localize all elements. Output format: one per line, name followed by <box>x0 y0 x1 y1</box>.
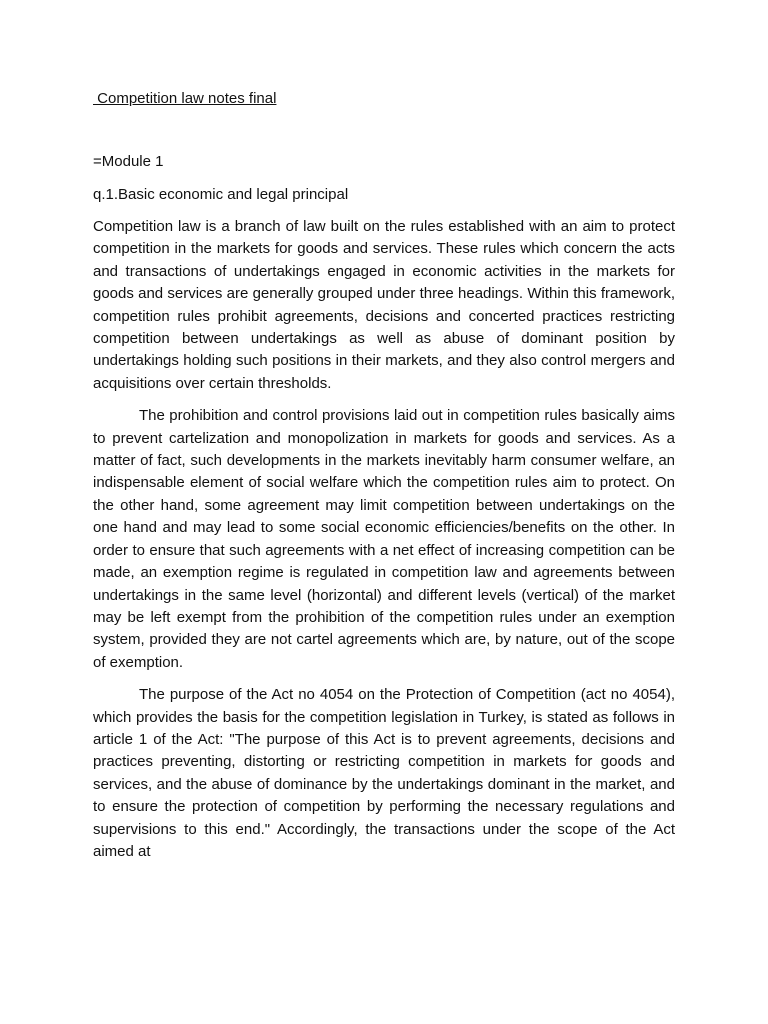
document-title: Competition law notes final <box>93 90 277 107</box>
module-heading: =Module 1 <box>93 153 164 170</box>
body-paragraph-1: Competition law is a branch of law built on the rules established with an aim to protect competition in the markets for goods and services. These rules which concern the acts and transactions of undertakings engaged in economic activities in the markets for goods and services are generally grouped under three headings. Within this framework, competition rules prohibit agreements, decisions and concerted practices restricting competition between undertakings as well as abuse of dominant position by undertakings holding such positions in their markets, and they also control mergers and acquisitions over certain thresholds. <box>93 218 675 392</box>
body-paragraph-3: The purpose of the Act no 4054 on the Protection of Competition (act no 4054), which provides the basis for the competition legislation in Turkey, is stated as follows in article 1 of the Act: "The purpose of this Act is to prevent agreements, decisions and practices preventing, distorting or restricting competition in markets for goods and services, and the abuse of dominance by the undertakings dominant in the market, and to ensure the protection of competition by performing the necessary regulations and supervisions to this end." Accordingly, the transactions under the scope of the Act aimed at <box>93 686 675 860</box>
document-page <box>93 88 675 873</box>
body-paragraph-2: The prohibition and control provisions laid out in competition rules basically aims to prevent cartelization and monopolization in markets for goods and services. As a matter of fact, such developments in the markets inevitably harm consumer welfare, an indispensable element of social welfare which the competition rules aim to protect. On the other hand, some agreement may limit competition between undertakings on the one hand and may lead to some social economic efficiencies/benefits on the other. In order to ensure that such agreements with a net effect of increasing competition can be made, an exemption regime is regulated in competition law and agreements between undertakings in the same level (horizontal) and different levels (vertical) of the market may be left exempt from the prohibition of the competition rules under an exemption system, provided they are not cartel agreements which are, by nature, out of the scope of exemption. <box>93 407 675 671</box>
question-heading: q.1.Basic economic and legal principal <box>93 186 349 203</box>
